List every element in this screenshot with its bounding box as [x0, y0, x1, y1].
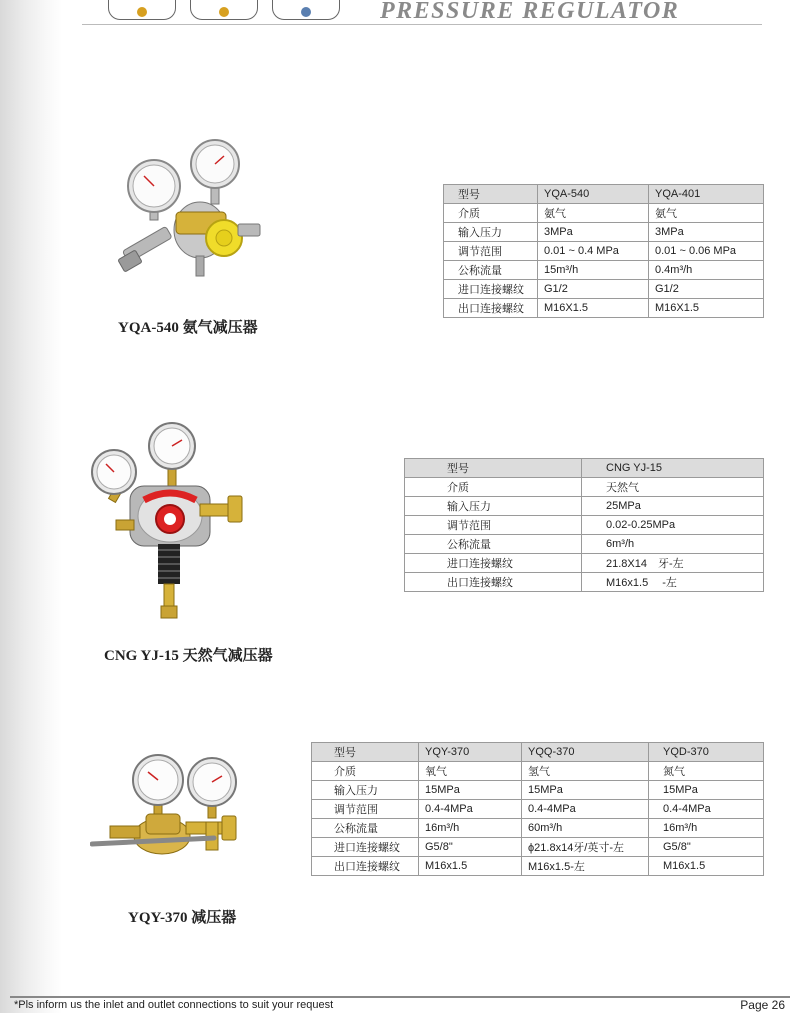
spec-cell: ϕ21.8x14牙/英寸-左 — [522, 838, 649, 857]
spec-cell: 60m³/h — [522, 819, 649, 838]
spec-cell: 出口连接螺纹 — [312, 857, 419, 876]
spec-cell: 介质 — [444, 204, 538, 223]
spec-cell: M16x1.5-左 — [522, 857, 649, 876]
table-row — [405, 554, 764, 573]
table-row — [444, 280, 764, 299]
yqy-370-regulator-image — [90, 752, 275, 872]
spec-cell: 调节范围 — [312, 800, 419, 819]
spec-header-cell: YQA-401 — [649, 185, 764, 204]
spec-cell: 介质 — [312, 762, 419, 781]
table-row — [312, 800, 764, 819]
spec-table-cng-yj-15 — [404, 458, 764, 592]
spec-header-cell: 型号 — [444, 185, 538, 204]
spec-cell: G5/8" — [419, 838, 522, 857]
spec-cell: 0.02-0.25MPa — [582, 516, 764, 535]
thumbnail-3[interactable] — [272, 0, 340, 20]
spec-cell: 输入压力 — [405, 497, 582, 516]
spec-header-cell: YQA-540 — [538, 185, 649, 204]
spec-cell: 0.4-4MPa — [649, 800, 764, 819]
spec-cell: 0.01 ~ 0.4 MPa — [538, 242, 649, 261]
spec-cell: 氧气 — [419, 762, 522, 781]
page-number: Page 26 — [740, 998, 785, 1012]
spec-cell: 公称流量 — [405, 535, 582, 554]
thumbnail-2[interactable] — [190, 0, 258, 20]
spec-cell: 21.8X14 牙-左 — [582, 554, 764, 573]
header-divider — [82, 24, 762, 25]
spec-cell: 25MPa — [582, 497, 764, 516]
table-row — [405, 535, 764, 554]
spec-cell: 15MPa — [522, 781, 649, 800]
spec-cell: M16X1.5 — [649, 299, 764, 318]
table-row — [312, 762, 764, 781]
spec-cell: 输入压力 — [312, 781, 419, 800]
spec-cell: 进口连接螺纹 — [405, 554, 582, 573]
spec-header-cell: YQY-370 — [419, 743, 522, 762]
spec-header-cell: 型号 — [312, 743, 419, 762]
product-title-yqa-540: YQA-540 氨气减压器 — [118, 320, 258, 336]
spec-header-cell: YQD-370 — [649, 743, 764, 762]
header-thumbnails — [108, 0, 340, 20]
spec-header-cell: CNG YJ-15 — [582, 459, 764, 478]
table-row — [444, 242, 764, 261]
footer-divider — [10, 996, 790, 998]
spec-table-yqy-370 — [311, 742, 764, 876]
spec-cell: 0.01 ~ 0.06 MPa — [649, 242, 764, 261]
spec-cell: 输入压力 — [444, 223, 538, 242]
spec-cell: 氨气 — [649, 204, 764, 223]
spec-cell: 16m³/h — [419, 819, 522, 838]
spec-cell: 进口连接螺纹 — [444, 280, 538, 299]
table-row — [444, 261, 764, 280]
spec-cell: 氮气 — [649, 762, 764, 781]
spec-header-row — [405, 459, 764, 478]
spec-cell: 15m³/h — [538, 261, 649, 280]
product-title-cng-yj-15: CNG YJ-15 天然气减压器 — [104, 648, 273, 664]
table-row — [444, 204, 764, 223]
table-row — [444, 223, 764, 242]
left-margin-band — [0, 0, 62, 1013]
spec-cell: 3MPa — [538, 223, 649, 242]
yqa-540-regulator-image — [112, 138, 272, 283]
spec-cell: 出口连接螺纹 — [405, 573, 582, 592]
spec-cell: M16x1.5 -左 — [582, 573, 764, 592]
spec-cell: 进口连接螺纹 — [312, 838, 419, 857]
spec-cell: 0.4-4MPa — [522, 800, 649, 819]
table-row — [405, 516, 764, 535]
spec-header-cell: 型号 — [405, 459, 582, 478]
product-title-yqy-370: YQY-370 减压器 — [128, 910, 237, 926]
header-title: PRESSURE REGULATOR — [380, 0, 680, 24]
spec-cell: 介质 — [405, 478, 582, 497]
table-row — [312, 857, 764, 876]
spec-cell: 15MPa — [649, 781, 764, 800]
table-row — [312, 819, 764, 838]
table-row — [405, 478, 764, 497]
spec-cell: 3MPa — [649, 223, 764, 242]
table-row — [405, 573, 764, 592]
spec-table-yqa-540 — [443, 184, 764, 318]
footer-note: *Pls inform us the inlet and outlet connections to suit your request — [14, 999, 334, 1011]
spec-cell: G1/2 — [649, 280, 764, 299]
table-row — [444, 299, 764, 318]
spec-cell: 出口连接螺纹 — [444, 299, 538, 318]
spec-cell: 公称流量 — [444, 261, 538, 280]
spec-cell: M16x1.5 — [649, 857, 764, 876]
spec-header-row — [312, 743, 764, 762]
spec-cell: G5/8" — [649, 838, 764, 857]
spec-header-cell: YQQ-370 — [522, 743, 649, 762]
spec-cell: 15MPa — [419, 781, 522, 800]
spec-cell: 氢气 — [522, 762, 649, 781]
table-row — [312, 838, 764, 857]
spec-header-row — [444, 185, 764, 204]
spec-cell: 氨气 — [538, 204, 649, 223]
spec-cell: G1/2 — [538, 280, 649, 299]
spec-cell: 0.4m³/h — [649, 261, 764, 280]
table-row — [405, 497, 764, 516]
spec-cell: M16x1.5 — [419, 857, 522, 876]
spec-cell: 0.4-4MPa — [419, 800, 522, 819]
spec-cell: M16X1.5 — [538, 299, 649, 318]
spec-cell: 调节范围 — [444, 242, 538, 261]
table-row — [312, 781, 764, 800]
spec-cell: 天然气 — [582, 478, 764, 497]
spec-cell: 6m³/h — [582, 535, 764, 554]
spec-cell: 16m³/h — [649, 819, 764, 838]
thumbnail-1[interactable] — [108, 0, 176, 20]
spec-cell: 公称流量 — [312, 819, 419, 838]
spec-cell: 调节范围 — [405, 516, 582, 535]
cng-yj-15-regulator-image — [88, 420, 248, 630]
